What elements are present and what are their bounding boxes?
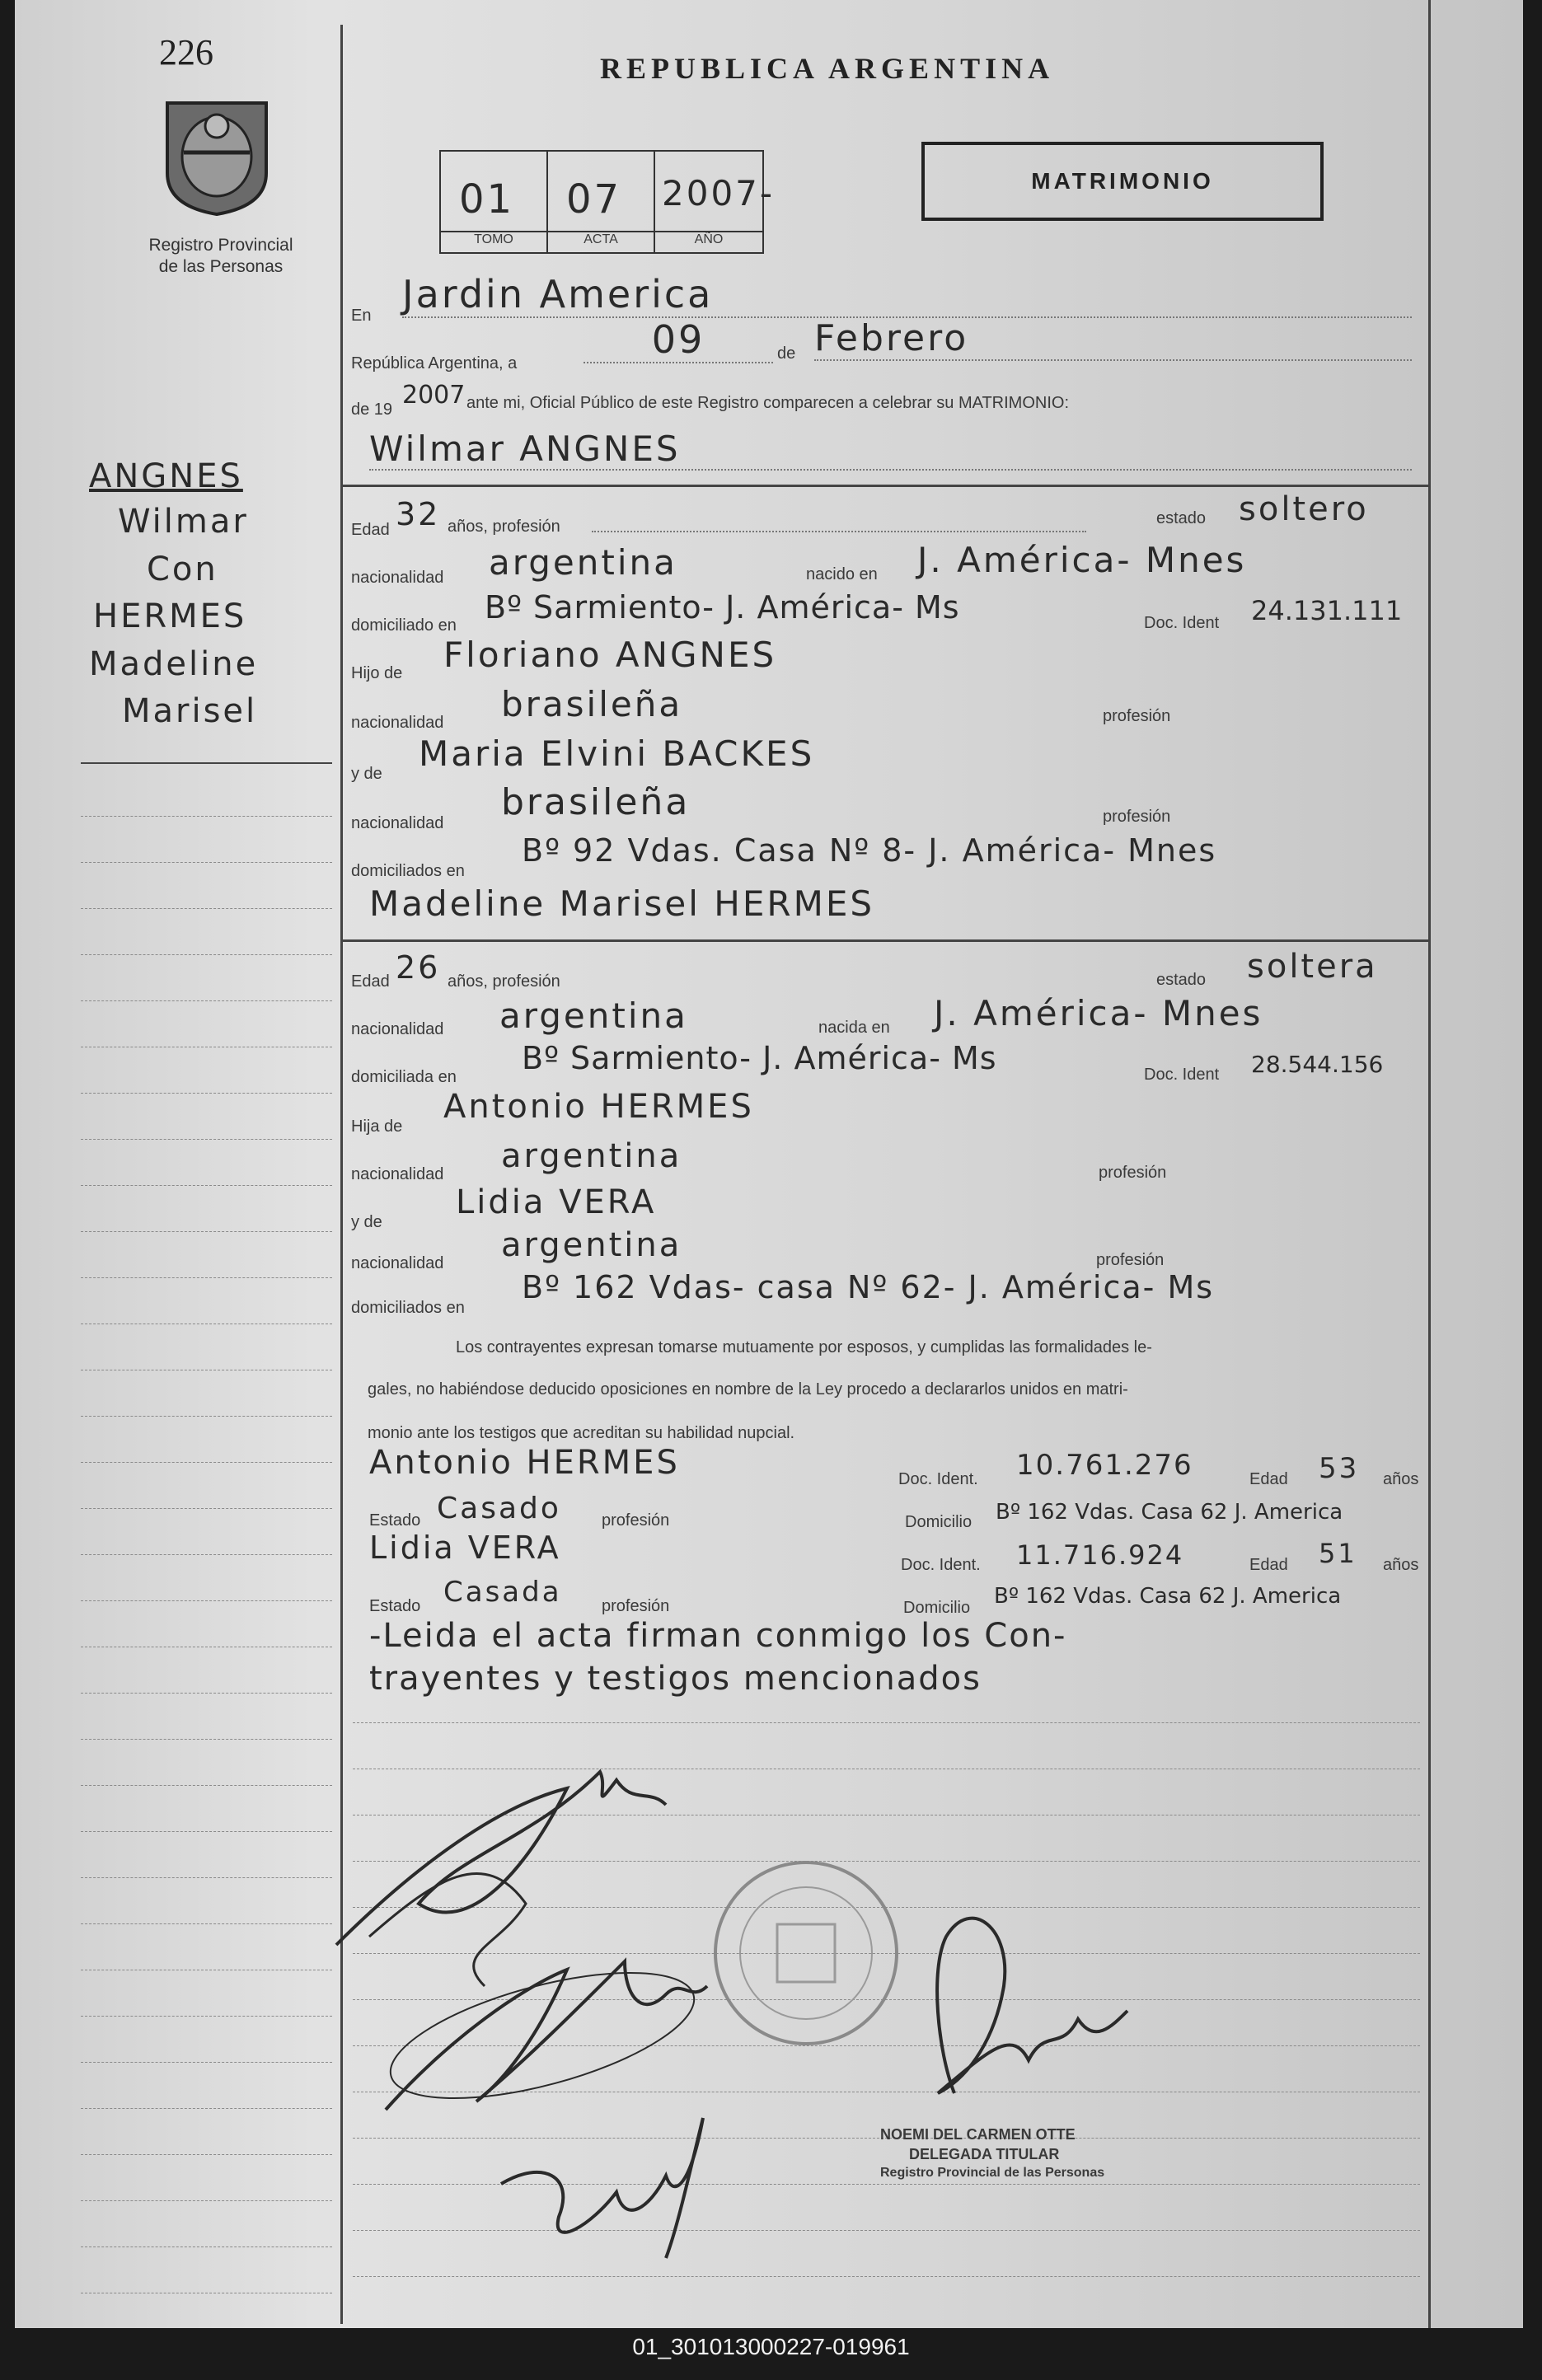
groom-doc: 24.131.111 <box>1251 595 1403 626</box>
ruled-line <box>81 908 332 909</box>
en-label: En <box>351 307 372 325</box>
year-prefix: de 19 <box>351 401 393 419</box>
acta-cell <box>548 152 655 252</box>
witness-1-anos-label: años <box>1383 1470 1419 1488</box>
closing-line-1: -Leida el acta firman conmigo los Con- <box>369 1617 1067 1655</box>
margin-note-line-2: Wilmar <box>118 503 249 541</box>
tomo-label: TOMO <box>441 231 546 247</box>
record-page <box>15 0 1523 2328</box>
year-value: 2007 <box>402 381 466 410</box>
ruled-line <box>353 1722 1420 1723</box>
acta-label: ACTA <box>548 231 654 247</box>
groom-edad-label: Edad <box>351 521 390 539</box>
ruled-line <box>81 954 332 955</box>
ruled-line <box>81 1416 332 1417</box>
groom-profesion-blank <box>592 511 1086 532</box>
day-value: 09 <box>584 317 773 363</box>
bride-address: Bº Sarmiento- J. América- Ms <box>522 1040 997 1076</box>
ruled-line <box>81 1693 332 1694</box>
ruled-line <box>81 2108 332 2109</box>
groom-father-profesion-label: profesión <box>1103 707 1171 725</box>
declaration-line-3: monio ante los testigos que acreditan su habilidad nupcial. <box>368 1424 795 1442</box>
bride-father: Antonio HERMES <box>443 1088 754 1126</box>
coat-of-arms-icon <box>159 95 274 218</box>
ruled-line <box>81 1000 332 1001</box>
groom-mother-nationality: brasileña <box>501 781 691 823</box>
bride-father-nationality: argentina <box>501 1137 682 1175</box>
act-type: MATRIMONIO <box>1031 168 1214 194</box>
act-type-box <box>921 142 1324 221</box>
witness-1-edad-label: Edad <box>1249 1470 1288 1488</box>
bride-father-nac-label: nacionalidad <box>351 1165 444 1183</box>
bride-mother-nac-label: nacionalidad <box>351 1254 444 1272</box>
ruled-line <box>81 2016 332 2017</box>
signature-witness <box>493 2093 724 2266</box>
witness-1-name: Antonio HERMES <box>369 1444 680 1482</box>
ruled-line <box>81 1139 332 1140</box>
witness-2-name: Lidia VERA <box>369 1530 561 1566</box>
bride-parents-address: Bº 162 Vdas- casa Nº 62- J. América- Ms <box>522 1269 1215 1305</box>
tomo-value: 01 <box>459 176 515 223</box>
ruled-line <box>353 2276 1420 2277</box>
tomo-cell <box>441 152 548 252</box>
signature-official <box>905 1887 1152 2134</box>
ruled-line <box>81 2200 332 2201</box>
official-seal <box>707 1854 905 2052</box>
groom-name: Wilmar ANGNES <box>369 429 1412 471</box>
witness-2-domicilio: Bº 162 Vdas. Casa 62 J. America <box>994 1584 1342 1609</box>
place-value: Jardin America <box>402 272 1412 318</box>
ruled-line <box>81 1462 332 1463</box>
bride-doc: 28.544.156 <box>1251 1051 1384 1078</box>
ruled-line <box>81 2246 332 2247</box>
tomo-acta-ano-box <box>439 150 776 254</box>
bride-mother-profesion-label: profesión <box>1096 1251 1165 1269</box>
bride-doc-label: Doc. Ident <box>1144 1066 1220 1084</box>
groom-nacionalidad-label: nacionalidad <box>351 569 444 587</box>
groom-anos-label: años, profesión <box>448 518 560 536</box>
groom-estado: soltero <box>1239 490 1369 528</box>
bride-nationality: argentina <box>499 996 688 1036</box>
groom-birthplace: J. América- Mnes <box>917 540 1247 580</box>
bride-name: Madeline Marisel HERMES <box>369 883 875 924</box>
witness-1-doc: 10.761.276 <box>1016 1449 1193 1482</box>
groom-y-de-label: y de <box>351 765 382 783</box>
groom-estado-label: estado <box>1156 509 1207 527</box>
margin-note-line-1: ANGNES <box>89 457 243 495</box>
ruled-line <box>81 1554 332 1555</box>
ruled-line <box>81 1831 332 1832</box>
section-divider-2 <box>343 939 1428 942</box>
margin-note-line-5: Madeline <box>89 645 259 683</box>
month-value: Febrero <box>814 317 1412 361</box>
bride-estado: soltera <box>1247 948 1378 986</box>
ruled-line <box>81 1185 332 1186</box>
groom-nacido-label: nacido en <box>806 565 878 583</box>
groom-father-nac-label: nacionalidad <box>351 714 444 732</box>
intro-statement: ante mi, Oficial Público de este Registro comparecen a celebrar su MATRIMONIO: <box>466 394 1070 412</box>
ano-value: 2007- <box>662 173 776 213</box>
groom-hijo-label: Hijo de <box>351 664 403 682</box>
witness-1-estado: Casado <box>437 1492 561 1525</box>
witness-2-estado: Casada <box>443 1576 562 1609</box>
ruled-line <box>81 1508 332 1509</box>
witness-2-estado-label: Estado <box>369 1597 421 1615</box>
country-title: REPUBLICA ARGENTINA <box>600 52 1055 85</box>
ruled-line <box>81 1277 332 1278</box>
witness-2-doc-label: Doc. Ident. <box>901 1556 981 1574</box>
groom-nationality: argentina <box>489 542 677 583</box>
witness-2-profesion-label: profesión <box>602 1597 670 1615</box>
ano-cell <box>655 152 776 252</box>
groom-parents-address: Bº 92 Vdas. Casa Nº 8- J. América- Mnes <box>522 832 1217 869</box>
declaration-line-1: Los contrayentes expresan tomarse mutuamente por esposos, y cumplidas las formalidades le- <box>456 1338 1152 1356</box>
bride-y-de-label: y de <box>351 1213 382 1231</box>
bride-nacionalidad-label: nacionalidad <box>351 1020 444 1038</box>
witness-2-anos-label: años <box>1383 1556 1419 1574</box>
groom-father: Floriano ANGNES <box>443 635 777 675</box>
ruled-line <box>81 1785 332 1786</box>
groom-father-nationality: brasileña <box>501 684 683 724</box>
ruled-line <box>81 1739 332 1740</box>
groom-mother-profesion-label: profesión <box>1103 808 1171 826</box>
witness-1-profesion-label: profesión <box>602 1511 670 1530</box>
ruled-line <box>81 1877 332 1878</box>
groom-mother-nac-label: nacionalidad <box>351 814 444 832</box>
page-number: 226 <box>159 32 213 73</box>
bride-anos-label: años, profesión <box>448 972 560 991</box>
margin-note-line-4: HERMES <box>93 597 247 635</box>
bride-age: 26 <box>396 949 441 986</box>
witness-2-edad-label: Edad <box>1249 1556 1288 1574</box>
witness-2-age: 51 <box>1319 1538 1357 1569</box>
stamp-line-3: Registro Provincial de las Personas <box>880 2166 1105 2180</box>
margin-note-line-6: Marisel <box>122 692 258 730</box>
bride-edad-label: Edad <box>351 972 390 991</box>
ruled-line <box>81 1231 332 1232</box>
ruled-line <box>81 862 332 863</box>
bride-domiciliada-label: domiciliada en <box>351 1068 457 1086</box>
witness-1-age: 53 <box>1319 1452 1360 1485</box>
witness-2-domicilio-label: Domicilio <box>903 1599 971 1617</box>
signature-bride <box>377 1895 724 2126</box>
witness-1-estado-label: Estado <box>369 1511 421 1530</box>
de-label-1: de <box>777 344 796 363</box>
stamp-line-2: DELEGADA TITULAR <box>909 2146 1060 2162</box>
ruled-line <box>81 1093 332 1094</box>
document-id: 01_301013000227-019961 <box>632 2334 910 2359</box>
stamp-line-1: NOEMI DEL CARMEN OTTE <box>880 2126 1076 2143</box>
bride-father-profesion-label: profesión <box>1099 1164 1167 1182</box>
ruled-line <box>81 816 332 817</box>
ano-label: AÑO <box>655 231 762 247</box>
registry-label: Registro Provincial de las Personas <box>148 236 293 276</box>
margin-note-line-3: Con <box>147 550 218 588</box>
witness-2-doc: 11.716.924 <box>1016 1539 1184 1571</box>
closing-line-2: trayentes y testigos mencionados <box>369 1660 982 1698</box>
bride-nacida-label: nacida en <box>818 1019 890 1037</box>
groom-age: 32 <box>396 496 441 532</box>
groom-domiciliados-label: domiciliados en <box>351 862 465 880</box>
right-border <box>1428 0 1431 2328</box>
republica-label: República Argentina, a <box>351 354 518 372</box>
bride-estado-label: estado <box>1156 971 1207 989</box>
bride-domiciliados-label: domiciliados en <box>351 1299 465 1317</box>
ruled-line <box>81 2154 332 2155</box>
bride-mother-nationality: argentina <box>501 1226 682 1264</box>
declaration-line-2: gales, no habiéndose deducido oposiciones en nombre de la Ley procedo a declararlos unidos en matri- <box>368 1380 1128 1398</box>
margin-note-underline <box>81 762 332 764</box>
bride-birthplace: J. América- Mnes <box>934 993 1263 1033</box>
section-divider-1 <box>343 485 1428 487</box>
witness-1-doc-label: Doc. Ident. <box>898 1470 978 1488</box>
groom-domiciliado-label: domiciliado en <box>351 616 457 635</box>
bride-mother: Lidia VERA <box>456 1183 657 1221</box>
ruled-line <box>81 1923 332 1924</box>
witness-1-domicilio-label: Domicilio <box>905 1513 973 1531</box>
ruled-line <box>81 1600 332 1601</box>
ruled-line <box>81 2062 332 2063</box>
groom-address: Bº Sarmiento- J. América- Ms <box>485 589 960 625</box>
acta-value: 07 <box>566 176 622 223</box>
bride-hija-label: Hija de <box>351 1117 403 1136</box>
groom-doc-label: Doc. Ident <box>1144 614 1220 632</box>
witness-1-domicilio: Bº 162 Vdas. Casa 62 J. America <box>996 1500 1343 1525</box>
groom-mother: Maria Elvini BACKES <box>419 733 815 774</box>
